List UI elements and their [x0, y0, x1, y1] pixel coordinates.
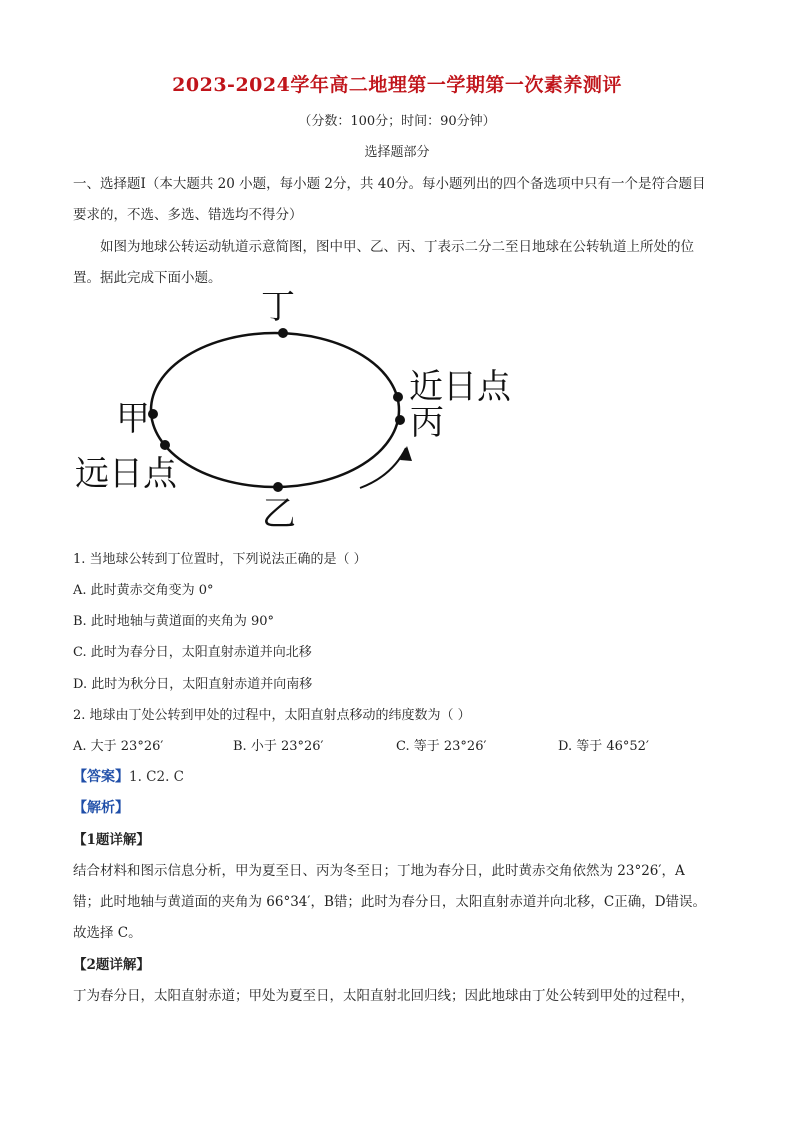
detail-1-line-3: 故选择 C。 — [73, 925, 142, 941]
orbit-diagram — [60, 280, 540, 540]
question-1-option-d: D. 此时为秋分日，太阳直射赤道并向南移 — [73, 677, 313, 692]
arrowhead-icon — [400, 446, 412, 461]
material-line-2: 置。据此完成下面小题。 — [73, 270, 222, 286]
material-line-1: 如图为地球公转运动轨道示意简图，图中甲、乙、丙、丁表示二分二至日地球在公转轨道上所处的位 — [100, 239, 694, 255]
aphelion-dot — [160, 440, 170, 450]
orbit-ellipse — [151, 333, 399, 487]
revolution-direction-arrow — [360, 448, 406, 488]
label-bing: 丙 — [410, 403, 444, 443]
detail-1-line-1: 结合材料和图示信息分析，甲为夏至日、丙为冬至日；丁地为春分日，此时黄赤交角依然为 23°26′，A — [73, 863, 685, 879]
question-1-option-a: A. 此时黄赤交角变为 0° — [73, 583, 214, 598]
position-yi-dot — [273, 482, 283, 492]
answer-row — [73, 766, 184, 786]
question-2-option-b: B. 小于 23°26′ — [233, 739, 324, 754]
perihelion-dot — [393, 392, 403, 402]
label-aphelion: 远日点 — [75, 454, 177, 494]
detail-2-line-1: 丁为春分日，太阳直射赤道；甲处为夏至日，太阳直射北回归线；因此地球由丁处公转到甲处的过程中， — [73, 988, 694, 1004]
question-2-option-c: C. 等于 23°26′ — [396, 739, 487, 754]
question-1-option-b: B. 此时地轴与黄道面的夹角为 90° — [73, 614, 274, 629]
position-ding-dot — [278, 328, 288, 338]
question-1-stem: 1. 当地球公转到丁位置时，下列说法正确的是（ ） — [73, 552, 367, 567]
page-title: 2023-2024学年高二地理第一学期第一次素养测评 — [172, 74, 622, 96]
section-instructions-line-1: 一、选择题Ⅰ（本大题共 20 小题，每小题 2分，共 40分。每小题列出的四个备选项中只有一个是符合题目 — [73, 176, 706, 192]
detail-2-label: 【2题详解】 — [73, 957, 150, 973]
label-ding: 丁 — [261, 287, 295, 327]
answer-label: 【答案】 — [73, 769, 129, 785]
analysis-label: 【解析】 — [73, 800, 129, 816]
question-1-option-c: C. 此时为春分日，太阳直射赤道并向北移 — [73, 645, 312, 660]
section-instructions-line-2: 要求的，不选、多选、错选均不得分） — [73, 207, 303, 223]
detail-1-line-2: 错；此时地轴与黄道面的夹角为 66°34′，B错；此时为春分日，太阳直射赤道并向北移，C正确，D错误。 — [73, 894, 707, 910]
label-perihelion: 近日点 — [409, 367, 511, 407]
exam-info: （分数：100分；时间：90分钟） — [298, 114, 496, 129]
question-2-option-a: A. 大于 23°26′ — [73, 739, 164, 754]
position-bing-dot — [395, 415, 405, 425]
question-2-stem: 2. 地球由丁处公转到甲处的过程中，太阳直射点移动的纬度数为（ ） — [73, 708, 471, 723]
label-jia: 甲 — [116, 399, 150, 439]
answer-text: 1. C2. C — [129, 769, 185, 785]
detail-1-label: 【1题详解】 — [73, 832, 150, 848]
question-2-option-d: D. 等于 46°52′ — [558, 739, 649, 754]
label-yi: 乙 — [262, 494, 296, 534]
part-label: 选择题部分 — [364, 145, 430, 160]
